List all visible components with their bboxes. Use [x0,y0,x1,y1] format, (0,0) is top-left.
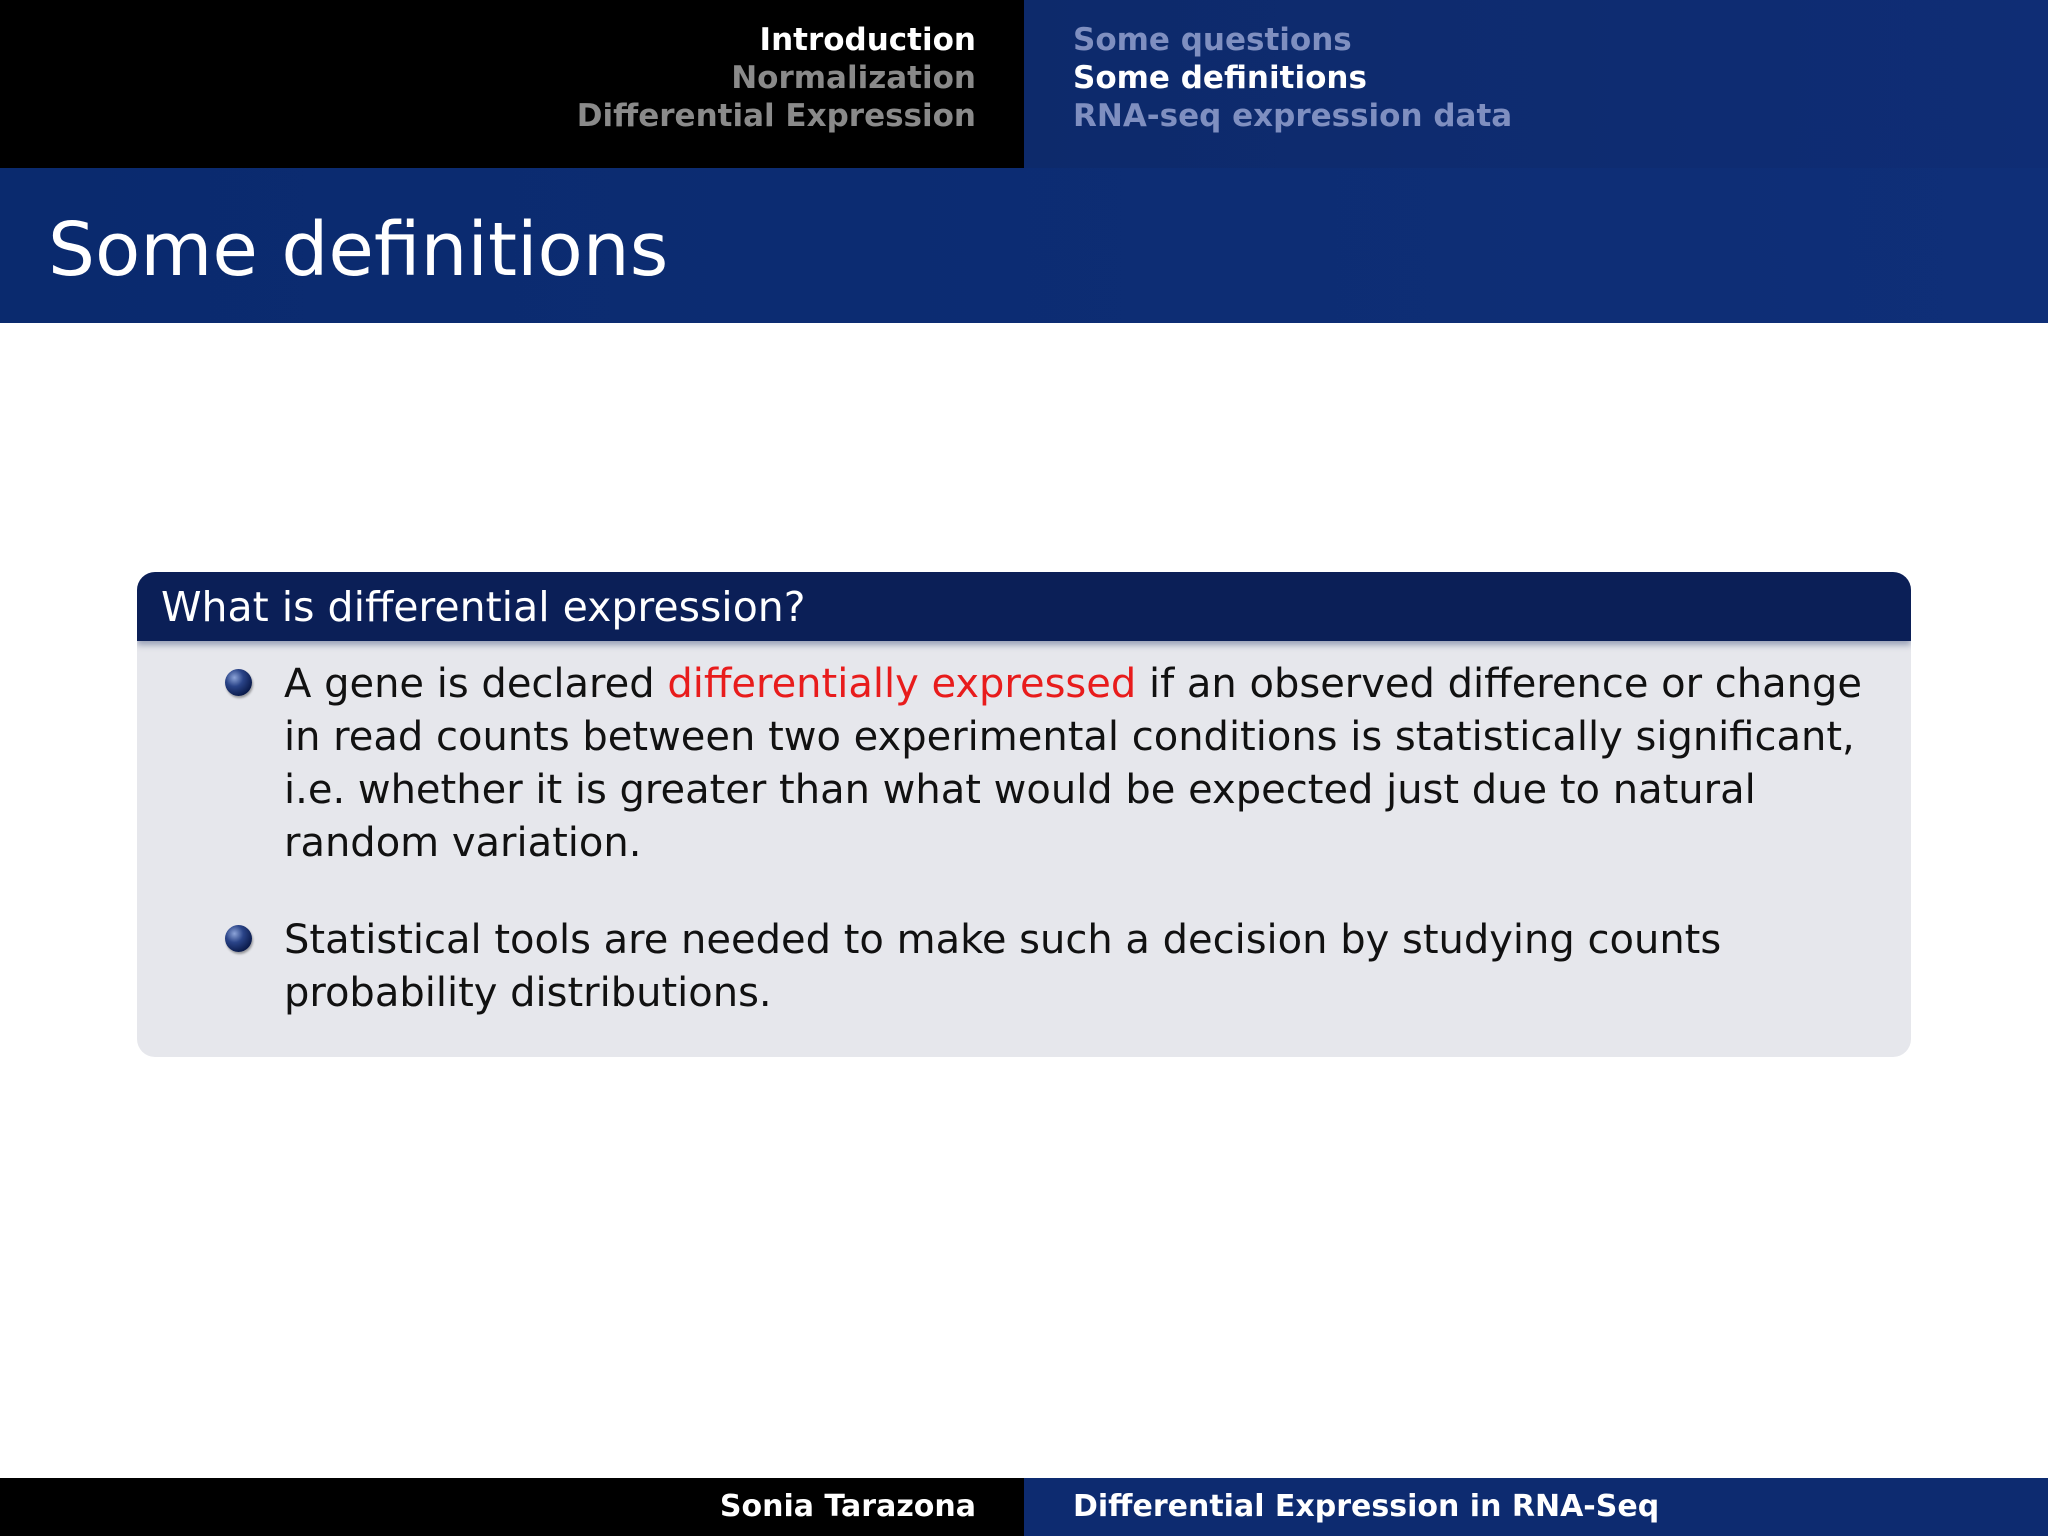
nav-subsection-some-questions[interactable]: Some questions [1073,22,1352,58]
nav-subsection-rna-seq-expression-data[interactable]: RNA-seq expression data [1073,98,1513,134]
subsection-navigation [1024,0,2048,168]
subsection-list [1073,21,1512,135]
nav-section-differential-expression[interactable]: Differential Expression [576,98,976,134]
title-bar [0,168,2048,323]
nav-section-normalization[interactable]: Normalization [731,60,976,96]
footer-title: Differential Expression in RNA-Seq [1073,1489,1660,1524]
definition-block-title: What is differential expression? [161,583,806,631]
list-item [137,914,1911,1020]
highlighted-term: differentially expressed [667,661,1137,707]
definition-list [137,658,1911,1020]
slide-title: Some definitions [48,207,669,293]
section-list [577,21,976,135]
nav-section-introduction[interactable]: Introduction [759,22,976,58]
bullet-icon [225,669,252,696]
item-text-end: if an observed difference or change in read counts between two experimental conditions is statistically significant, i.e. whether it is greater than what would be expected just due to natural random variation. [284,661,1862,866]
footer-title-bar [1024,1478,2048,1536]
section-navigation [0,0,1024,168]
item-text: Statistical tools are needed to make such a decision by studying counts probability distributions. [284,917,1722,1016]
list-item [137,658,1911,870]
nav-subsection-some-definitions[interactable]: Some definitions [1073,60,1367,96]
bullet-icon [225,925,252,952]
footer-author-bar [0,1478,1024,1536]
definition-block [137,572,1911,1057]
footer-author: Sonia Tarazona [719,1489,976,1524]
item-text-start: A gene is declared [284,661,668,707]
definition-block-header [137,572,1911,641]
